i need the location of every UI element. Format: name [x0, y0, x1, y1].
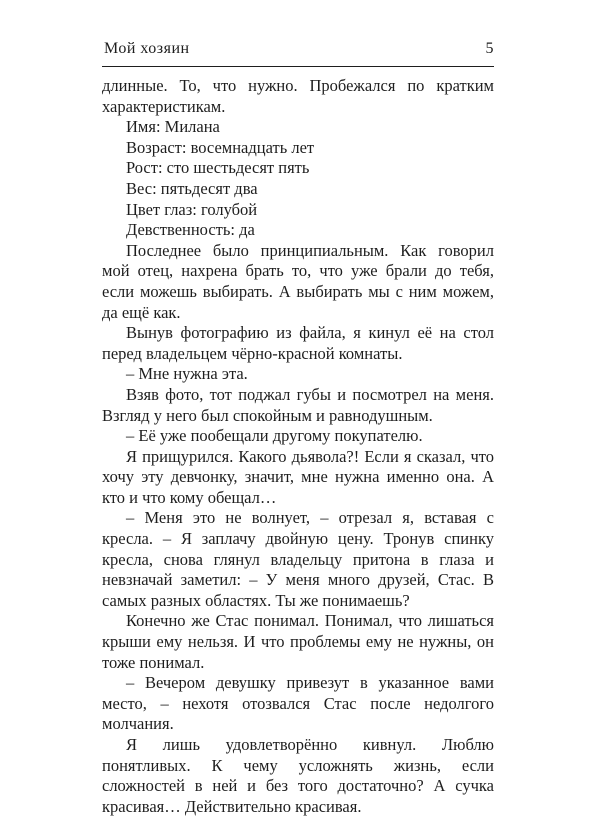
paragraph-continuation: длинные. То, что нужно. Пробежался по кратким характеристикам.: [102, 76, 494, 116]
profile-weight: Вес: пятьдесят два: [126, 178, 258, 198]
paragraph: Конечно же Стас понимал. Понимал, что лишаться крыши ему нельзя. И что проблемы ему не нужны, он тоже понимал.: [102, 611, 494, 672]
paragraph: Я лишь удовлетворённо кивнул. Люблю понятливых. К чему усложнять жизнь, если сложностей в ней и без того достаточно? А сучка красивая… Действительно красивая.: [102, 735, 494, 816]
dialogue-line: – Её уже пообещали другому покупателю.: [126, 426, 423, 446]
profile-age: Возраст: восемнадцать лет: [126, 137, 315, 157]
header-rule: [102, 66, 494, 67]
dialogue-line: – Вечером девушку привезут в указанное вами место, – нехотя отозвался Стас после недолгого молчания.: [102, 673, 494, 734]
profile-eye-color: Цвет глаз: голубой: [126, 199, 258, 219]
dialogue-line: – Меня это не волнует, – отрезал я, вставая с кресла. – Я заплачу двойную цену. Тронув спинку кресла, снова глянул владельцу притона в глаза и невзначай заметил: – У меня много друзей, Стас. В самых разных областях. Ты же понимаешь?: [102, 508, 494, 610]
paragraph: Последнее было принципиальным. Как говорил мой отец, нахрена брать то, что уже брали до тебя, если можешь выбирать. А выбирать мы с ним можем, да ещё как.: [102, 240, 494, 322]
profile-name: Имя: Милана: [126, 117, 220, 137]
running-title: Мой хозяин: [104, 40, 190, 57]
profile-height: Рост: сто шестьдесят пять: [126, 158, 310, 178]
page-number: 5: [485, 40, 494, 57]
running-header: [102, 40, 494, 64]
paragraph: Вынув фотографию из файла, я кинул её на стол перед владельцем чёрно-красной комнаты.: [102, 323, 494, 363]
paragraph: Взяв фото, тот поджал губы и посмотрел на меня. Взгляд у него был спокойным и равнодушным.: [102, 384, 494, 425]
dialogue-line: – Мне нужна эта.: [126, 364, 248, 384]
profile-virginity: Девственность: да: [126, 220, 255, 240]
paragraph: Я прищурился. Какого дьявола?! Если я сказал, что хочу эту девчонку, значит, мне нужна именно она. А кто и что кому обещал…: [102, 446, 494, 507]
body-text: [102, 76, 494, 817]
